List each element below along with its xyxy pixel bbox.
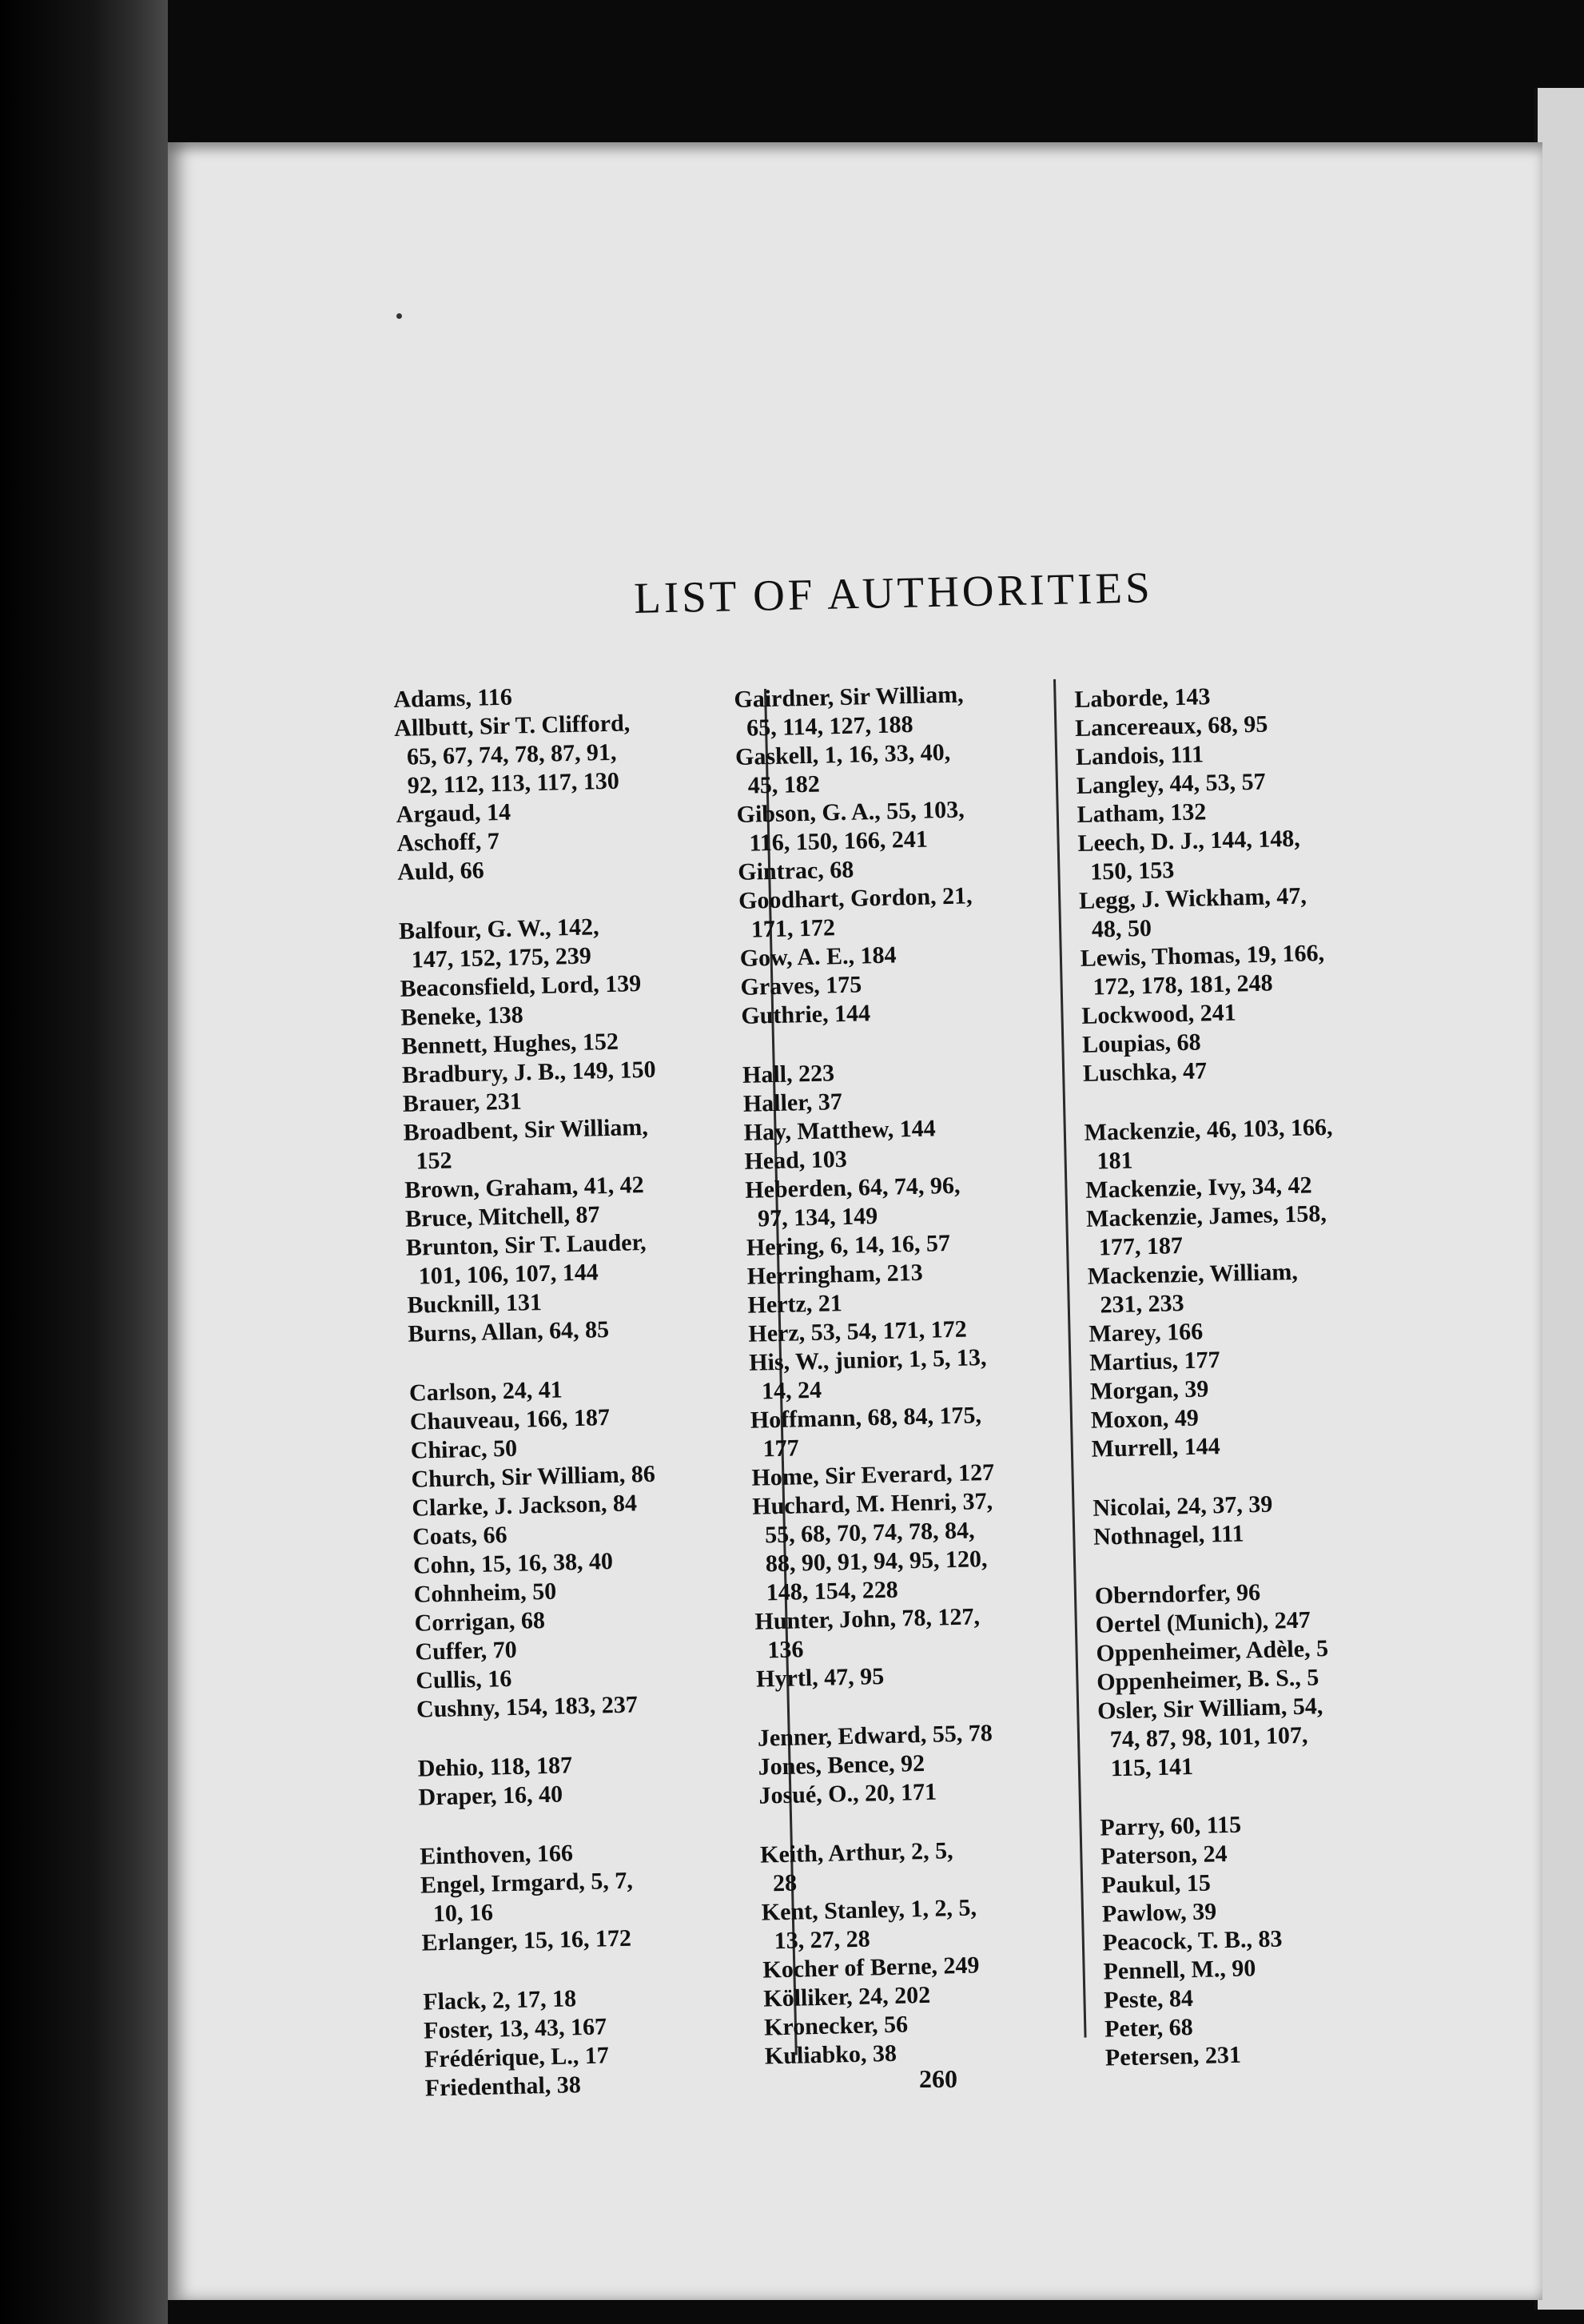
index-entry: Guthrie, 144 xyxy=(741,1000,871,1029)
index-entry: 48, 50 xyxy=(1079,914,1152,943)
index-entry: Lancereaux, 68, 95 xyxy=(1074,710,1268,742)
index-entry: Adams, 116 xyxy=(393,683,513,713)
index-entry: Kronecker, 56 xyxy=(763,2011,909,2041)
index-entry: Bucknill, 131 xyxy=(407,1288,543,1319)
index-entry: Oertel (Munich), 247 xyxy=(1095,1606,1311,1638)
index-entry: Marey, 166 xyxy=(1089,1318,1204,1347)
index-entry: Peacock, T. B., 83 xyxy=(1102,1925,1283,1956)
index-entry: 13, 27, 28 xyxy=(762,1925,870,1955)
index-entry: Nothnagel, 111 xyxy=(1092,1520,1244,1550)
page-number: 260 xyxy=(919,2064,957,2093)
index-entry: Broadbent, Sir William, xyxy=(403,1113,649,1146)
index-entry: Frédérique, L., 17 xyxy=(424,2042,610,2073)
index-entry: Parry, 60, 115 xyxy=(1100,1811,1242,1841)
index-entry: Osler, Sir William, 54, xyxy=(1096,1693,1323,1725)
index-entry: Gintrac, 68 xyxy=(737,856,854,885)
index-entry: Josué, O., 20, 171 xyxy=(758,1778,937,1809)
index-entry: Petersen, 231 xyxy=(1104,2041,1242,2071)
index-entry: Dehio, 118, 187 xyxy=(417,1752,573,1782)
index-entry: Draper, 16, 40 xyxy=(418,1781,563,1811)
index-entry: 177, 187 xyxy=(1086,1232,1184,1261)
index-entry: Kent, Stanley, 1, 2, 5, xyxy=(761,1894,977,1926)
index-entry: Luschka, 47 xyxy=(1082,1057,1208,1087)
index-entry: Gairdner, Sir William, xyxy=(734,681,964,713)
index-entry: Mackenzie, 46, 103, 166, xyxy=(1084,1113,1333,1146)
index-entry: Goodhart, Gordon, 21, xyxy=(738,882,973,914)
index-entry: Bruce, Mitchell, 87 xyxy=(404,1201,600,1232)
index-entry: Aschoff, 7 xyxy=(396,828,500,857)
index-entry: Haller, 37 xyxy=(742,1088,843,1117)
index-entry: Oppenheimer, Adèle, 5 xyxy=(1096,1635,1329,1667)
index-entry: Brown, Graham, 41, 42 xyxy=(404,1172,645,1204)
index-entry: Beneke, 138 xyxy=(400,1001,524,1031)
index-entry: 45, 182 xyxy=(735,770,821,799)
index-column-3 xyxy=(1074,678,1441,2072)
index-entry: Cohn, 15, 16, 38, 40 xyxy=(412,1548,614,1579)
index-entry: 10, 16 xyxy=(420,1899,494,1928)
page-speck xyxy=(396,313,402,319)
index-entry: Hering, 6, 14, 16, 57 xyxy=(746,1230,951,1261)
index-entry: Auld, 66 xyxy=(396,857,485,885)
index-entry: Head, 103 xyxy=(744,1145,848,1175)
index-entry: Morgan, 39 xyxy=(1089,1375,1209,1405)
index-entry: Moxon, 49 xyxy=(1090,1404,1200,1434)
index-entry: Argaud, 14 xyxy=(396,798,511,828)
index-entry: 97, 134, 149 xyxy=(745,1203,878,1232)
index-entry: Allbutt, Sir T. Clifford, xyxy=(393,710,631,742)
index-entry: Mackenzie, Ivy, 34, 42 xyxy=(1085,1172,1312,1204)
index-column-2 xyxy=(734,678,1099,2071)
index-entry: Graves, 175 xyxy=(740,971,862,1001)
index-entry: Hertz, 21 xyxy=(747,1290,843,1319)
index-entry: Peter, 68 xyxy=(1104,2014,1194,2043)
index-entry: Erlanger, 15, 16, 172 xyxy=(421,1924,632,1956)
index-entry: Kölliker, 24, 202 xyxy=(762,1981,931,2012)
index-entry: Peste, 84 xyxy=(1103,1985,1194,2014)
index-entry: 115, 141 xyxy=(1098,1753,1194,1782)
index-entry: Burns, Allan, 64, 85 xyxy=(408,1316,610,1347)
index-entry: 116, 150, 166, 241 xyxy=(737,826,929,857)
index-entry: Chauveau, 166, 187 xyxy=(409,1404,611,1435)
index-entry: Leech, D. J., 144, 148, xyxy=(1077,825,1301,857)
index-entry: 150, 153 xyxy=(1077,857,1175,885)
index-entry: Kuliabko, 38 xyxy=(764,2039,897,2070)
index-entry: Brunton, Sir T. Lauder, xyxy=(405,1229,647,1261)
index-entry: Friedenthal, 38 xyxy=(424,2071,582,2102)
index-entry: Hay, Matthew, 144 xyxy=(743,1115,937,1146)
index-entry: Hunter, John, 78, 127, xyxy=(754,1603,981,1635)
index-entry: Heberden, 64, 74, 96, xyxy=(744,1172,961,1204)
index-entry: Hoffmann, 68, 84, 175, xyxy=(750,1402,982,1434)
index-entry: 92, 112, 113, 117, 130 xyxy=(395,767,620,799)
index-entry: Herringham, 213 xyxy=(746,1259,924,1290)
index-entry: Laborde, 143 xyxy=(1074,683,1211,713)
index-entry: Cuffer, 70 xyxy=(415,1636,518,1665)
index-entry: Balfour, G. W., 142, xyxy=(398,913,599,945)
index-entry: Loupias, 68 xyxy=(1081,1029,1201,1058)
index-entry: Chirac, 50 xyxy=(410,1435,518,1464)
index-entry: Paukul, 15 xyxy=(1100,1869,1212,1899)
index-entry: Carlson, 24, 41 xyxy=(408,1376,563,1407)
index-entry: 171, 172 xyxy=(738,914,836,943)
index-entry: Cullis, 16 xyxy=(415,1665,512,1694)
index-entry: Beaconsfield, Lord, 139 xyxy=(400,970,642,1002)
index-entry: Hyrtl, 47, 95 xyxy=(755,1663,885,1693)
index-entry: Huchard, M. Henri, 37, xyxy=(751,1487,993,1520)
index-entry: Bradbury, J. B., 149, 150 xyxy=(401,1056,656,1088)
index-entry: Landois, 111 xyxy=(1075,741,1204,770)
index-entry: 74, 87, 98, 101, 107, xyxy=(1097,1721,1308,1753)
index-entry: 177 xyxy=(750,1435,800,1462)
index-entry: Kocher of Berne, 249 xyxy=(762,1952,980,1984)
index-entry: Oppenheimer, B. S., 5 xyxy=(1096,1664,1319,1696)
index-entry: Legg, J. Wickham, 47, xyxy=(1078,882,1307,914)
index-entry: Brauer, 231 xyxy=(402,1088,523,1117)
index-entry: Latham, 132 xyxy=(1077,798,1207,828)
index-entry: 65, 114, 127, 188 xyxy=(734,710,913,742)
index-entry: His, W., junior, 1, 5, 13, xyxy=(748,1344,987,1376)
index-column-1 xyxy=(393,678,769,2103)
index-entry: Home, Sir Everard, 127 xyxy=(751,1458,995,1491)
index-entry: Engel, Irmgard, 5, 7, xyxy=(420,1867,634,1899)
index-entry: Jenner, Edward, 55, 78 xyxy=(757,1719,993,1752)
index-entry: Martius, 177 xyxy=(1089,1347,1220,1376)
index-entry: 136 xyxy=(755,1636,804,1664)
index-entry: Murrell, 144 xyxy=(1091,1433,1221,1462)
index-entry: Church, Sir William, 86 xyxy=(411,1460,656,1493)
index-entry: 28 xyxy=(760,1869,798,1897)
index-entry: Corrigan, 68 xyxy=(414,1606,546,1637)
index-entry: 55, 68, 70, 74, 78, 84, xyxy=(752,1517,975,1549)
index-entry: Gaskell, 1, 16, 33, 40, xyxy=(734,738,951,770)
index-entry: 14, 24 xyxy=(749,1376,822,1405)
index-entry: Mackenzie, William, xyxy=(1087,1258,1299,1290)
index-entry: Foster, 13, 43, 167 xyxy=(423,2013,607,2044)
index-entry: Keith, Arthur, 2, 5, xyxy=(759,1837,953,1868)
index-entry: Herz, 53, 54, 171, 172 xyxy=(748,1315,967,1347)
index-entry: 172, 178, 181, 248 xyxy=(1081,969,1273,1001)
index-entry: Coats, 66 xyxy=(412,1522,507,1550)
index-entry: Jones, Bence, 92 xyxy=(758,1749,925,1781)
book-binding-edge xyxy=(0,0,168,2324)
index-entry: Hall, 223 xyxy=(742,1060,835,1088)
index-entry: 231, 233 xyxy=(1088,1290,1184,1319)
index-entry: 181 xyxy=(1085,1147,1133,1175)
index-entry: Clarke, J. Jackson, 84 xyxy=(411,1490,638,1522)
index-entry: Pennell, M., 90 xyxy=(1103,1955,1256,1985)
index-entry: Gow, A. E., 184 xyxy=(739,941,897,972)
index-entry: 65, 67, 74, 78, 87, 91, xyxy=(394,738,617,770)
index-entry: Lewis, Thomas, 19, 166, xyxy=(1080,939,1325,972)
index-entry: Nicolai, 24, 37, 39 xyxy=(1092,1490,1273,1522)
index-entry: Cushny, 154, 183, 237 xyxy=(416,1691,639,1723)
index-entry: Oberndorfer, 96 xyxy=(1094,1579,1261,1610)
page-title: LIST OF AUTHORITIES xyxy=(633,563,1154,623)
index-entry: 88, 90, 91, 94, 95, 120, xyxy=(753,1546,988,1578)
index-entry: Pawlow, 39 xyxy=(1101,1898,1217,1928)
index-entry: 101, 106, 107, 144 xyxy=(406,1259,599,1290)
index-entry: 152 xyxy=(404,1147,452,1175)
index-entry: 148, 154, 228 xyxy=(754,1576,899,1606)
index-entry: Lockwood, 241 xyxy=(1081,999,1237,1029)
index-entry: Cohnheim, 50 xyxy=(413,1578,557,1608)
index-entry: Mackenzie, James, 158, xyxy=(1085,1200,1327,1232)
index-entry: Paterson, 24 xyxy=(1100,1840,1228,1870)
index-entry: Langley, 44, 53, 57 xyxy=(1076,768,1266,799)
index-entry: Gibson, G. A., 55, 103, xyxy=(736,796,965,828)
index-entry: Einthoven, 166 xyxy=(419,1840,574,1870)
index-entry: Flack, 2, 17, 18 xyxy=(423,1985,577,2016)
index-entry: Bennett, Hughes, 152 xyxy=(400,1028,619,1060)
index-entry: 147, 152, 175, 239 xyxy=(399,942,592,973)
